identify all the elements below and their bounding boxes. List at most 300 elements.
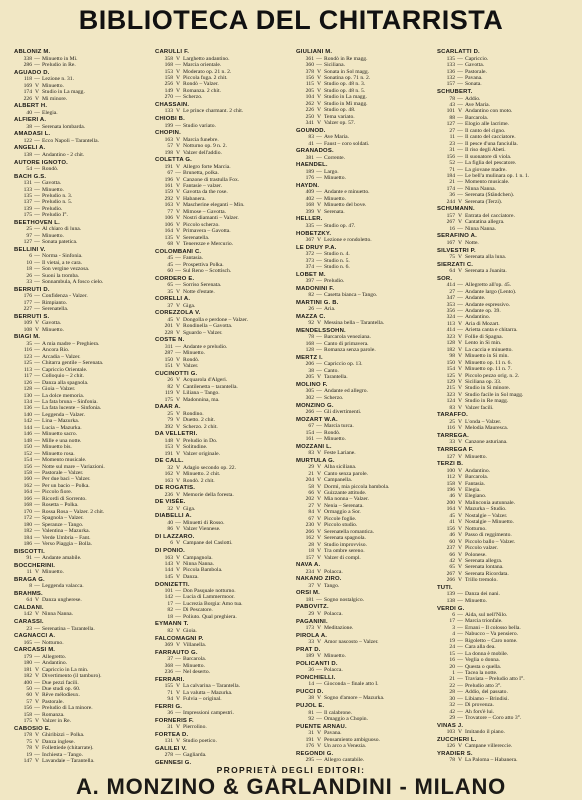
author-heading: MOLINO F. [296, 382, 328, 389]
entry-mark: V [34, 89, 40, 96]
catalog-entry [155, 94, 292, 100]
entry-number: 82 [167, 383, 173, 390]
entry-number: 373 [305, 257, 314, 264]
entry-mark: — [457, 301, 463, 308]
author-heading: MERTZ I. [296, 355, 323, 362]
entry-title: Addio, del passato. [465, 689, 508, 696]
entry-mark: V [175, 396, 181, 403]
entry-title: Preludio n. 5. [42, 199, 73, 206]
entry-title: Impressioni campestri. [183, 710, 234, 717]
entry-title: Faust – coro soldati. [324, 140, 370, 147]
entry-mark: — [34, 226, 40, 233]
entry-number: 31 [449, 147, 455, 154]
entry-number: 139 [23, 205, 32, 212]
entry-title: Minuetto. 2 chit. [183, 471, 221, 478]
entry-title: Gioia – Valzer. [42, 386, 76, 393]
author-heading: MAZZA C. [296, 313, 326, 320]
catalog-entry [14, 96, 151, 102]
entry-number: 266 [446, 577, 455, 584]
entry-number: 266 [305, 528, 314, 535]
catalog-entry [155, 574, 292, 580]
entry-number: 144 [23, 424, 32, 431]
entry-number: 226 [23, 95, 32, 102]
entry-mark: — [175, 350, 181, 357]
entry-number: 126 [446, 743, 455, 750]
catalog-entry [14, 555, 151, 561]
entry-title: Entrata del cacciatore. [465, 212, 515, 219]
entry-mark: — [316, 175, 322, 182]
entry-number: 392 [164, 423, 173, 430]
entry-number: 14 [308, 681, 314, 688]
entry-number: 374 [305, 264, 314, 270]
entry-mark: V [316, 736, 322, 743]
entry-number: 128 [446, 340, 455, 347]
entry-number: 202 [305, 496, 314, 503]
entry-mark: — [34, 463, 40, 470]
entry-mark: V [175, 215, 181, 222]
entry-mark: V [457, 519, 463, 526]
entry-number: 129 [446, 378, 455, 385]
entry-title: Ah fors'è lui. [465, 708, 495, 715]
entry-number: 156 [446, 525, 455, 532]
entry-title: Lucia di Lammermoor. [183, 594, 235, 601]
entry-mark: — [34, 340, 40, 347]
entry-number: 378 [305, 68, 314, 75]
author-heading: TARAFFO. [437, 412, 468, 419]
entry-number: 19 [26, 751, 32, 758]
entry-mark: V [316, 528, 322, 535]
entry-title: Brunetta, polka. [183, 170, 219, 177]
entry-title: Preludio. [324, 278, 345, 285]
entry-title: Il riso degli Abeti. [465, 147, 506, 154]
entry-number: 180 [23, 660, 32, 667]
entry-mark: V [316, 535, 322, 542]
entry-number: 323 [446, 391, 455, 398]
entry-number: 77 [167, 208, 173, 215]
author-heading: REGONDI G. [296, 750, 334, 757]
catalog-entry [155, 526, 292, 532]
entry-number: 169 [23, 82, 32, 89]
author-heading: BERRUTI S. [14, 313, 50, 320]
entry-mark: V [457, 570, 463, 577]
entry-title: Rimpianto. [42, 299, 68, 306]
entry-number: 176 [305, 175, 314, 182]
entry-number: 26 [167, 377, 173, 384]
catalog-entry [437, 439, 574, 445]
entry-number: 160 [23, 476, 32, 483]
entry-number: 82 [167, 627, 173, 634]
entry-mark: — [457, 166, 463, 173]
entry-title: Piccola fuga. 2 chit. [183, 75, 228, 81]
entry-title: Canzone asturiana. [465, 439, 508, 446]
entry-number: 176 [23, 293, 32, 300]
entry-mark: V [457, 346, 463, 353]
entry-mark: — [316, 278, 322, 285]
author-heading: CHOPIN. [155, 130, 181, 137]
author-heading: CARASSI. [14, 619, 44, 626]
entry-title: Rondino. [183, 410, 204, 417]
entry-title: Larghetto andantino. [183, 55, 230, 62]
entry-mark: V [175, 505, 181, 512]
entry-title: Ninna Nanna. [465, 185, 497, 192]
entry-title: Piccolo ballo – Valzer. [465, 538, 516, 545]
entry-number: 67 [308, 423, 314, 430]
entry-mark: — [457, 644, 463, 651]
entry-number: 409 [305, 189, 314, 196]
entry-mark: V [175, 540, 181, 547]
entry-number: 175 [23, 718, 32, 725]
entry-title: Sogno nostalgico. [324, 596, 365, 603]
entry-number: 191 [164, 450, 173, 457]
entry-number: 158 [446, 480, 455, 487]
entry-title: Aida, sul nell'Nilo. [465, 611, 508, 618]
entry-title: Serenatella. [183, 234, 210, 241]
author-heading: MADONINI F. [296, 285, 335, 292]
entry-mark: — [457, 611, 463, 618]
entry-mark: V [34, 758, 40, 764]
entry-title: Andante op. 39. [465, 307, 501, 314]
entry-number: 135 [164, 234, 173, 241]
entry-mark: — [34, 711, 40, 718]
entry-mark: — [34, 137, 40, 144]
entry-title: Son vergine vezzosa. [42, 266, 90, 273]
entry-mark: V [316, 202, 322, 209]
entry-number: 6 [29, 253, 32, 260]
entry-number: 28 [308, 541, 314, 548]
entry-title: Momento musicale. [465, 179, 510, 186]
entry-title: Madonnina, ma. [183, 396, 220, 403]
author-heading: CHASSAIN. [155, 102, 190, 108]
entry-mark: V [34, 597, 40, 604]
entry-title: Canzone di trastulla Fox. [183, 176, 240, 183]
entry-number: 66 [449, 551, 455, 558]
entry-number: 60 [167, 268, 173, 275]
entry-title: Sonatina op. 71 n. 2. [324, 75, 371, 81]
entry-mark: — [457, 591, 463, 598]
entry-mark: — [457, 114, 463, 121]
entry-number: 163 [164, 554, 173, 561]
entry-mark: V [316, 522, 322, 529]
entry-mark: V [175, 444, 181, 451]
entry-mark: — [316, 334, 322, 341]
entry-mark: V [175, 163, 181, 170]
entry-title: Marcia orientale. [183, 62, 222, 69]
entry-title: Lavandaie – Tarantella. [42, 758, 95, 764]
entry-title: Elegia. [465, 486, 481, 493]
entry-number: 158 [23, 469, 32, 476]
entry-number: 33 [308, 639, 314, 646]
entry-number: 142 [23, 418, 32, 425]
entry-mark: V [316, 509, 322, 516]
entry-mark: V [457, 480, 463, 487]
entry-mark: V [457, 391, 463, 398]
entry-mark: — [34, 482, 40, 489]
entry-title: Romanza senza parole. [324, 347, 376, 354]
entry-title: Momento musicale. [42, 457, 87, 464]
entry-number: 311 [164, 343, 173, 350]
entry-title: Tra ombre sereno. [324, 548, 365, 555]
entry-mark: — [457, 95, 463, 102]
entry-number: 101 [164, 588, 173, 594]
entry-mark: V [316, 100, 322, 107]
author-heading: CALDANI. [14, 604, 44, 611]
author-heading: EYMANN T. [155, 621, 189, 628]
catalog-entry [14, 138, 151, 144]
entry-title: Gavotta. [465, 62, 485, 69]
entry-number: 135 [446, 55, 455, 62]
entry-mark: — [457, 179, 463, 186]
author-heading: TARREGA F. [437, 447, 474, 454]
entry-mark: V [316, 470, 322, 477]
entry-mark: V [34, 569, 40, 576]
author-heading: BRAHMS. [14, 590, 43, 597]
entry-title: Serenata lombarda. [42, 123, 86, 130]
entry-number: 181 [23, 666, 32, 673]
entry-mark: V [316, 610, 322, 617]
entry-title: Notte d'estate. [183, 288, 215, 295]
entry-title: Andante amabile. [42, 555, 82, 562]
catalog-entry [437, 240, 574, 246]
entry-title: Minuetti di Rosso. [183, 519, 225, 526]
entry-mark: — [457, 695, 463, 702]
catalog-entry [437, 715, 574, 721]
catalog-entry [155, 268, 292, 274]
entry-title: Danza alla spagnola. [42, 379, 89, 386]
author-heading: DI LAZZARO. [155, 534, 195, 540]
entry-number: 180 [23, 521, 32, 528]
entry-number: 78 [449, 95, 455, 102]
entry-title: Polacca. [324, 568, 343, 575]
entry-mark: V [175, 228, 181, 235]
entry-title: Il canto del cacciatore. [465, 134, 516, 141]
catalog-column-2 [155, 48, 292, 764]
catalog-entry [155, 724, 292, 730]
entry-number: 156 [23, 463, 32, 470]
entry-title: Notturno. [42, 639, 64, 646]
entry-title: Valzer facili. [465, 404, 494, 411]
entry-number: 175 [23, 212, 32, 219]
catalog-entry [155, 492, 292, 498]
entry-number: 83 [449, 404, 455, 411]
entry-mark: — [457, 147, 463, 154]
entry-mark: V [457, 359, 463, 366]
entry-mark: V [316, 113, 322, 120]
entry-title: Studio op. 48. [324, 107, 356, 114]
entry-number: 400 [23, 679, 32, 686]
entry-title: Messina bella – Tarantella. [324, 320, 385, 327]
entry-title: Serenata spagnola. [324, 535, 366, 542]
entry-mark: V [316, 120, 322, 127]
entry-number: 133 [164, 108, 173, 115]
entry-title: Capriccio Orientale. [42, 366, 88, 373]
entry-mark: V [175, 55, 181, 62]
entry-number: 125 [446, 372, 455, 379]
entry-number: 292 [164, 195, 173, 202]
entry-mark: — [34, 457, 40, 464]
entry-number: 156 [23, 705, 32, 712]
entry-title: Studio n. 6. [324, 264, 350, 270]
entry-number: 358 [164, 55, 173, 62]
entry-number: 113 [446, 320, 455, 327]
entry-mark: V [175, 561, 181, 567]
entry-title: Pierrolino. [183, 724, 207, 731]
entry-title: Elegia. [42, 109, 58, 116]
entry-number: 113 [23, 366, 32, 373]
entry-mark: V [175, 627, 181, 634]
entry-title: Danza inglese. [42, 738, 75, 745]
entry-title: Notturno op. 9 n. 2. [183, 143, 227, 150]
entry-title: L'onda – Valzer. [465, 418, 502, 425]
entry-mark: — [34, 272, 40, 279]
author-heading: DE ROGATIS. [155, 485, 196, 492]
entry-mark: — [316, 423, 322, 430]
entry-mark: V [457, 353, 463, 360]
entry-title: Valzer dell'addio. [183, 149, 222, 156]
entry-title: Melodia Mauresca. [465, 425, 509, 432]
entry-title: Dormi, mia piccola bambola. [324, 483, 390, 490]
author-heading: CARULLI F. [155, 49, 190, 56]
entry-number: 142 [23, 611, 32, 618]
catalog-entry [296, 639, 433, 645]
entry-number: 42 [449, 557, 455, 564]
catalog-entry [296, 120, 433, 126]
entry-number: 150 [164, 356, 173, 363]
entry-number: 60 [26, 692, 32, 699]
entry-mark: V [457, 418, 463, 425]
entry-mark: — [316, 134, 322, 141]
entry-number: 199 [164, 122, 173, 129]
entry-mark: V [175, 149, 181, 156]
entry-number: 158 [164, 75, 173, 81]
entry-mark: V [175, 642, 181, 648]
entry-title: Il pesce d'una fanciulla. [465, 140, 518, 147]
catalog-entry [155, 123, 292, 129]
entry-title: Pavana. [465, 75, 483, 81]
author-heading: ANGELI A. [14, 145, 46, 152]
entry-number: 75 [26, 738, 32, 745]
entry-title: Piccolo studio. [324, 522, 358, 529]
entry-mark: — [457, 192, 463, 199]
catalog-entry [296, 555, 433, 561]
entry-title: Rigoletto – Caro nome. [465, 637, 518, 644]
entry-mark: — [34, 705, 40, 712]
entry-mark: V [457, 385, 463, 392]
catalog-entry [14, 718, 151, 724]
entry-title: Suoni la tromba. [42, 272, 80, 279]
entry-title: Valzer. [183, 363, 199, 370]
entry-title: Due pezzi facili. [42, 679, 79, 686]
entry-title: Polonese. [465, 551, 487, 558]
entry-title: Nel deserto. [183, 669, 211, 675]
entry-number: 168 [305, 340, 314, 347]
entry-title: Ancora Rio. [42, 347, 70, 354]
entry-mark: — [457, 715, 463, 722]
entry-mark: V [457, 532, 463, 539]
entry-number: 125 [23, 360, 32, 367]
entry-mark: — [175, 261, 181, 268]
entry-title: Serenatella. [42, 306, 69, 313]
entry-title: Tenerezze e Mercurio. [183, 241, 234, 248]
entry-title: Studio in Mi magg. [324, 100, 368, 107]
entry-title: Inchiesta – Tango. [42, 751, 83, 758]
entry-title: Siciliana. [324, 62, 345, 69]
entry-mark: V [316, 208, 322, 215]
entry-mark: — [34, 379, 40, 386]
entry-number: 127 [23, 239, 32, 246]
entry-mark: V [316, 515, 322, 522]
author-heading: PIROLA A. [296, 632, 328, 639]
author-heading: BEETHOVEN L. [14, 220, 60, 227]
catalog-entry [296, 625, 433, 631]
catalog-entry [14, 152, 151, 158]
entry-title: La giovane madre. [465, 166, 507, 173]
entry-title: Mille e una notte. [42, 437, 82, 444]
entry-title: Piccolo pezzo orig. n. 2. [465, 372, 520, 379]
entry-title: Studio op. 47. [324, 222, 356, 229]
entry-number: 40 [167, 519, 173, 526]
entry-number: 157 [446, 212, 455, 219]
author-heading: HAYDN. [296, 183, 320, 189]
catalog-entry [437, 81, 574, 87]
entry-mark: — [34, 450, 40, 457]
entry-mark: V [175, 329, 181, 336]
entry-mark: V [175, 183, 181, 189]
entry-mark: V [316, 477, 322, 484]
entry-title: Villanella. [183, 642, 207, 648]
entry-number: 356 [446, 307, 455, 314]
entry-title: Questa o quella. [465, 663, 502, 670]
catalog-column-4 [437, 48, 574, 764]
entry-title: Mi minore. [42, 95, 68, 102]
entry-number: 182 [23, 673, 32, 680]
entry-mark: — [34, 353, 40, 360]
catalog-entry [296, 611, 433, 617]
entry-number: 38 [308, 367, 314, 374]
entry-mark: — [316, 681, 322, 688]
entry-mark: — [34, 62, 40, 69]
author-heading: ABLONIZ M. [14, 49, 51, 56]
catalog-entry [437, 454, 574, 460]
entry-mark: V [316, 653, 322, 660]
entry-number: 162 [164, 471, 173, 478]
entry-number: 116 [23, 347, 32, 354]
entry-mark: — [316, 222, 322, 229]
entry-number: 151 [164, 363, 173, 370]
entry-title: Divertimento (il tamburo). [42, 673, 102, 680]
catalog-entry [155, 150, 292, 156]
entry-number: 369 [164, 642, 173, 648]
catalog-entry [296, 175, 433, 181]
entry-mark: V [457, 268, 463, 275]
entry-number: 78 [26, 745, 32, 752]
catalog-entry [14, 758, 151, 764]
entry-number: 27 [449, 288, 455, 295]
catalog-entry [155, 303, 292, 309]
entry-title: Tango. [324, 582, 340, 589]
entry-mark: V [457, 499, 463, 506]
entry-number: 18 [167, 613, 173, 620]
entry-number: 164 [446, 506, 455, 513]
author-heading: FERRI G. [155, 703, 183, 710]
entry-number: 71 [449, 166, 455, 173]
entry-number: 119 [164, 390, 173, 397]
entry-title: Pastorale. [42, 698, 64, 705]
entry-number: 335 [305, 222, 314, 229]
entry-number: 17 [449, 618, 455, 625]
entry-mark: — [34, 293, 40, 300]
entry-mark: — [34, 76, 40, 83]
author-heading: FORNERIS F. [155, 717, 194, 724]
